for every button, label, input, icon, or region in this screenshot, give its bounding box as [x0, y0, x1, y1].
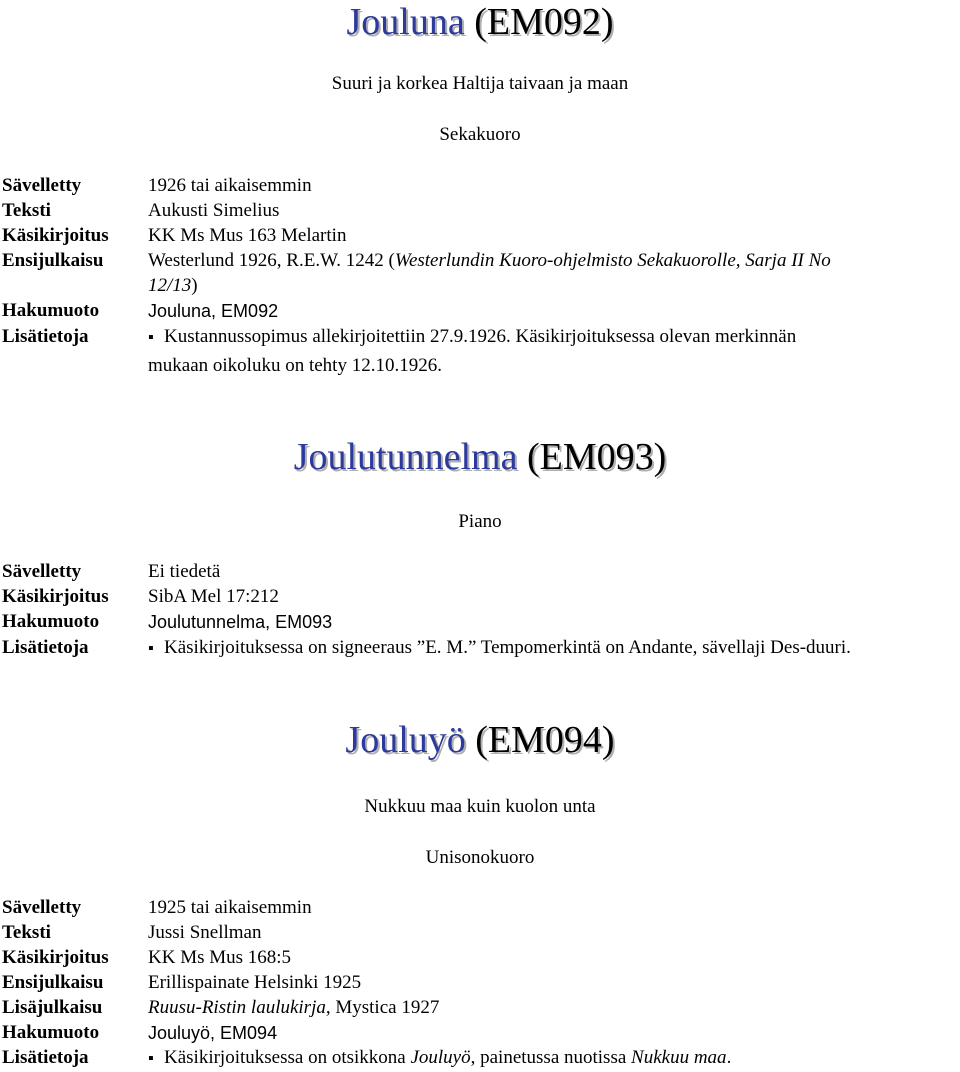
entry-title-code: (EM094) — [475, 719, 615, 761]
entry-title-name: Joulutunnelma — [293, 436, 518, 478]
entry-title-code: (EM093) — [526, 436, 667, 478]
field-label: Hakumuoto — [2, 1022, 100, 1043]
field-label: Lisätietoja — [2, 326, 89, 347]
field-label: Sävelletty — [2, 561, 82, 582]
field-value: KK Ms Mus 163 Melartin — [148, 225, 347, 246]
field-label: Sävelletty — [2, 175, 82, 196]
field-value: mukaan oikoluku on tehty 12.10.1926. — [148, 355, 442, 376]
field-value-text: . — [726, 1047, 732, 1068]
field-label: Teksti — [2, 922, 51, 943]
field-label: Hakumuoto — [2, 611, 100, 632]
entry-title-name: Jouluyö — [345, 719, 466, 761]
field-value-text: , Mystica 1927 — [325, 997, 440, 1018]
field-value: Joulutunnelma, EM093 — [148, 612, 333, 632]
entry-title — [0, 718, 960, 762]
field-value: Erillispainate Helsinki 1925 — [148, 972, 362, 993]
field-label: Käsikirjoitus — [2, 947, 109, 968]
field-value: Ei tiedetä — [148, 561, 221, 582]
field-value-italic: Westerlundin Kuoro-ohjelmisto Sekakuorolle, Sarja II No — [394, 250, 831, 271]
field-value — [148, 1046, 731, 1071]
field-label: Ensijulkaisu — [2, 250, 104, 271]
field-value: 1925 tai aikaisemmin — [148, 897, 312, 918]
entry-ensemble: Piano — [458, 511, 502, 532]
field-label: Lisätietoja — [2, 637, 89, 658]
field-label: Ensijulkaisu — [2, 972, 104, 993]
field-value: Jussi Snellman — [148, 922, 262, 943]
entry-ensemble: Sekakuoro — [439, 124, 521, 145]
field-value: Jouluyö, EM094 — [148, 1023, 278, 1043]
field-value-text: Westerlund 1926, R.E.W. 1242 ( — [148, 250, 395, 271]
field-value — [148, 996, 439, 1020]
entry-title-code: (EM092) — [474, 1, 614, 43]
field-label: Käsikirjoitus — [2, 225, 109, 246]
field-value-italic: Jouluyö — [410, 1047, 471, 1068]
field-value — [148, 249, 831, 273]
field-label: Lisätietoja — [2, 1047, 89, 1068]
field-value: ▪ Kustannussopimus allekirjoitettiin 27.9.1926. Käsikirjoituksessa olevan merkinnän — [148, 325, 796, 350]
field-value-text: Käsikirjoituksessa on otsikkona — [164, 1047, 411, 1068]
field-value-text: ) — [191, 275, 198, 296]
field-value-italic: Nukkuu maa — [631, 1047, 727, 1068]
field-value-italic: Ruusu-Ristin laulukirja — [148, 997, 326, 1018]
entry-subtitle: Suuri ja korkea Haltija taivaan ja maan — [331, 73, 629, 94]
field-value: SibA Mel 17:212 — [148, 586, 279, 607]
field-label: Lisäjulkaisu — [2, 997, 103, 1018]
field-value-text: , painetussa nuotissa — [470, 1047, 632, 1068]
field-label: Hakumuoto — [2, 300, 100, 321]
field-label: Teksti — [2, 200, 51, 221]
field-value-italic: 12/13 — [148, 275, 192, 296]
field-value: 1926 tai aikaisemmin — [148, 175, 312, 196]
entry-subtitle: Nukkuu maa kuin kuolon unta — [364, 796, 596, 817]
entry-title — [0, 0, 960, 44]
field-value: ▪ Käsikirjoituksessa on signeeraus ”E. M.” Tempomerkintä on Andante, sävellaji Des-duuri. — [148, 636, 851, 661]
field-label: Käsikirjoitus — [2, 586, 109, 607]
field-value: KK Ms Mus 168:5 — [148, 947, 292, 968]
field-value — [148, 274, 198, 298]
entry-ensemble: Unisonokuoro — [425, 847, 535, 868]
entry-title — [0, 435, 960, 479]
field-label: Sävelletty — [2, 897, 82, 918]
field-value: Jouluna, EM092 — [148, 301, 279, 321]
entry-title-name: Jouluna — [346, 1, 465, 43]
field-value: Aukusti Simelius — [148, 200, 280, 221]
